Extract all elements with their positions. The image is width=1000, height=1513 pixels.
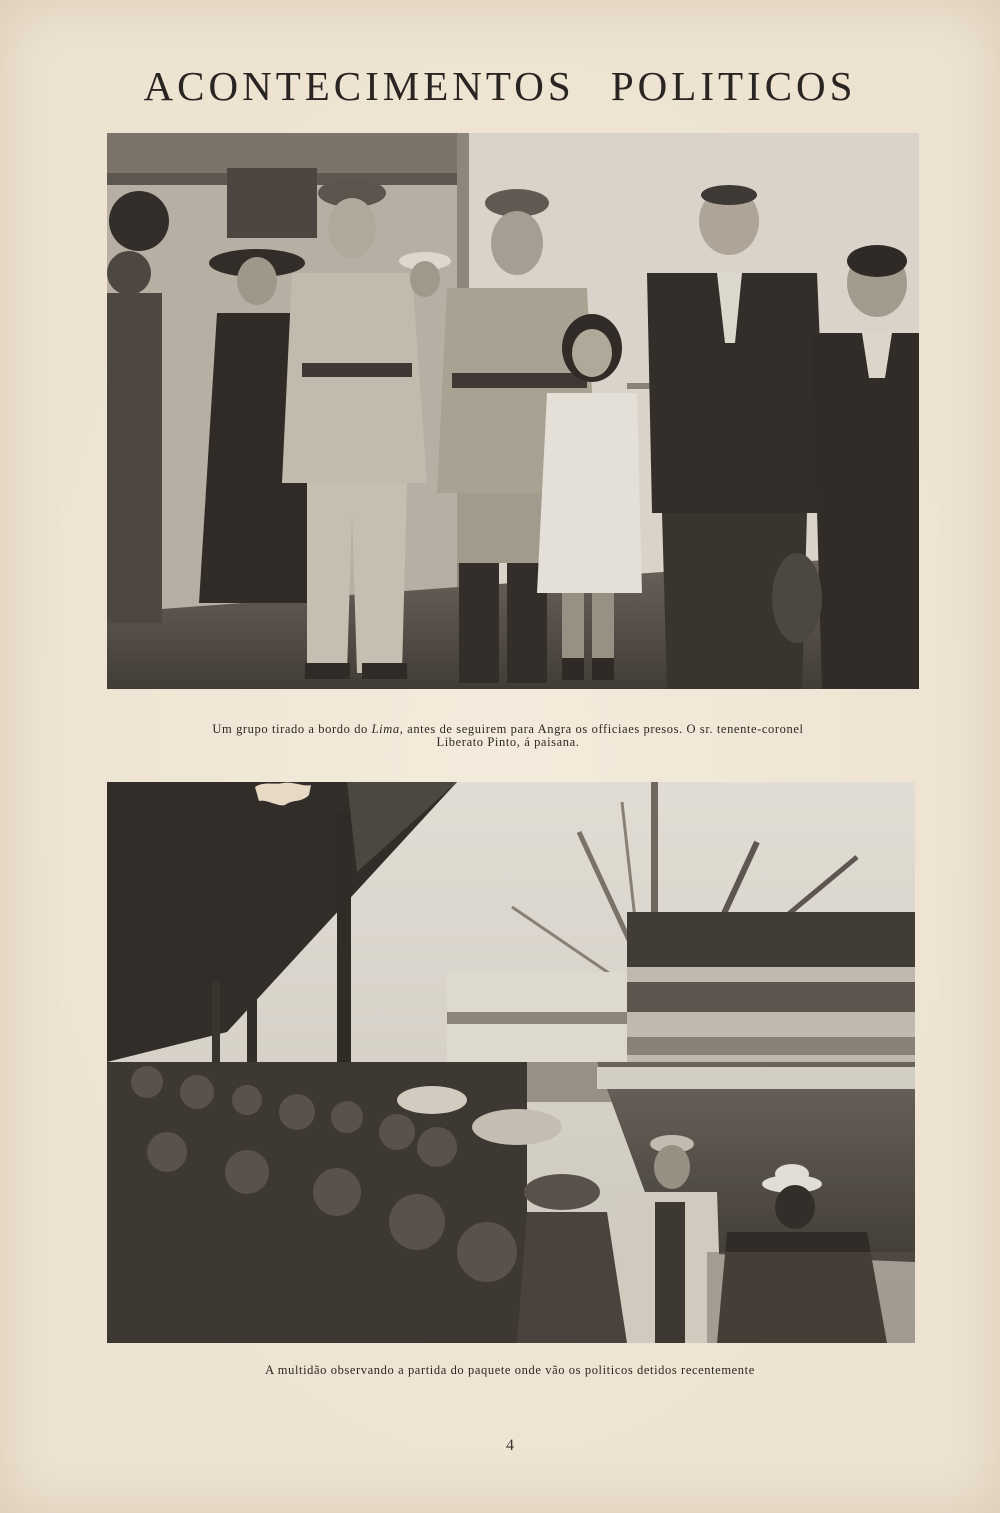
crowd-photo-caption: A multidão observando a partida do paquete onde vão os politicos detidos recentemente	[265, 1363, 755, 1377]
crowd-photo-image	[107, 782, 915, 1343]
ship-name: Lima,	[371, 722, 404, 736]
paper-tear	[253, 781, 313, 807]
crowd-photo	[107, 782, 915, 1343]
caption-text-3: Liberato Pinto, á paisana.	[436, 735, 580, 749]
group-photo	[107, 133, 919, 689]
group-photo-caption	[128, 723, 888, 749]
page-number: 4	[506, 1437, 514, 1454]
caption-text-1: Um grupo tirado a bordo do	[212, 722, 372, 736]
caption-text-2: antes de seguirem para Angra os officiaes presos. O sr. tenente-coronel	[403, 722, 804, 736]
page-title: ACONTECIMENTOS POLITICOS	[143, 63, 857, 109]
group-photo-image	[107, 133, 919, 689]
